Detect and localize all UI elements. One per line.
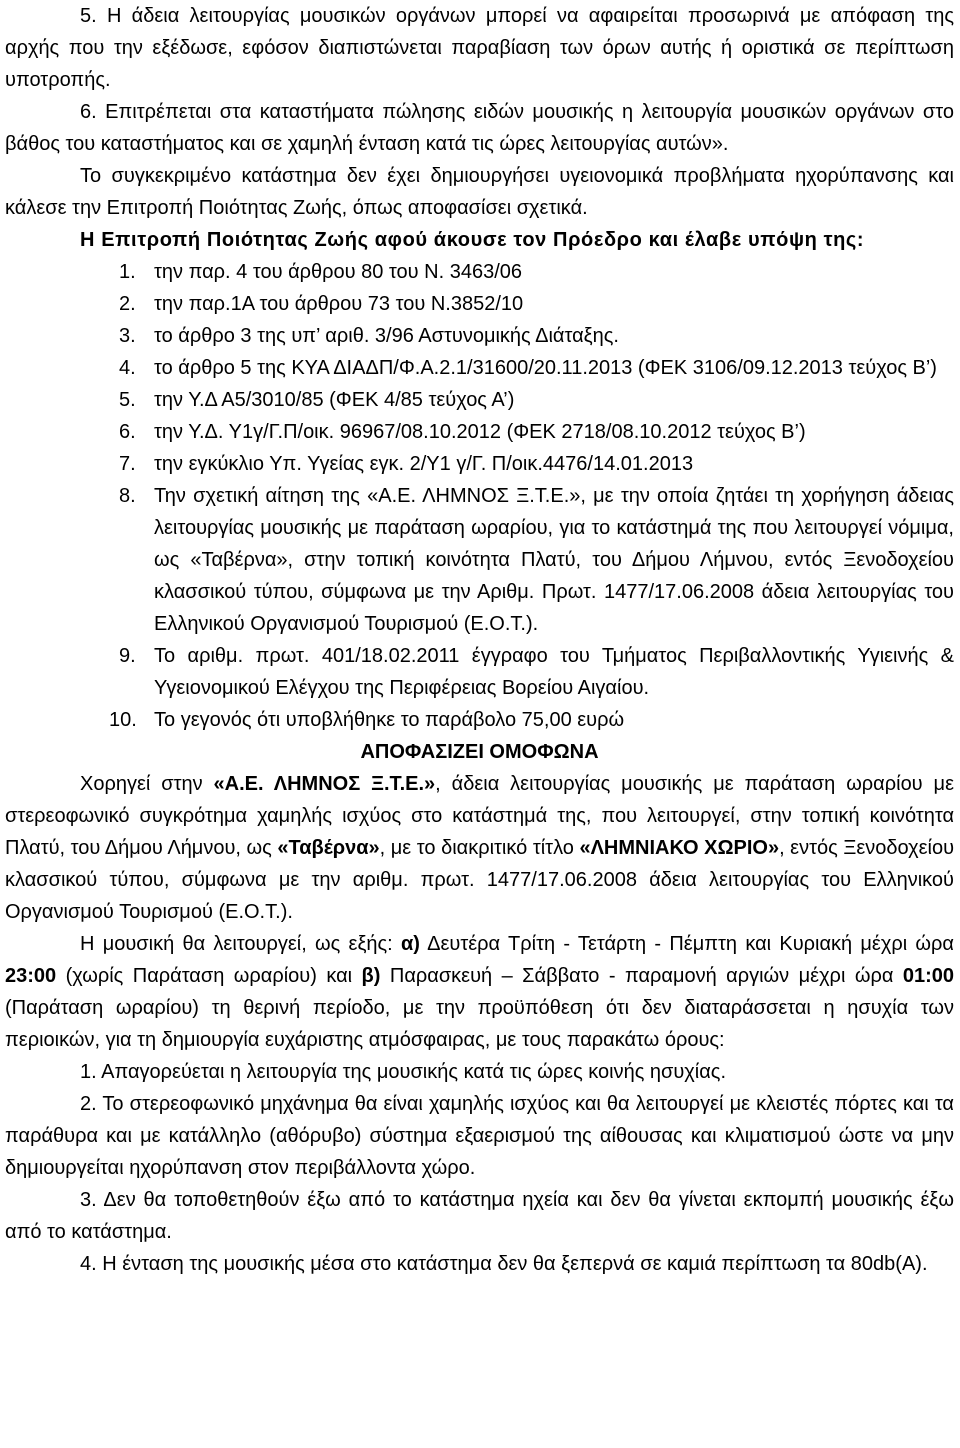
text-run: (Παράταση ωραρίου) τη θερινή περίοδο, με την προϋπόθεση ότι δεν διαταράσσεται η ησυχία των περιοικών, για τη δημιουργία ευχάριστης ατμόσφαιρας, με τους παρακάτω όρους:	[5, 997, 954, 1051]
list-text: την παρ. 4 του άρθρου 80 του Ν. 3463/06	[154, 261, 523, 283]
list-text: την Υ.Δ. Υ1γ/Γ.Π/οικ. 96967/08.10.2012 (ΦΕΚ 2718/08.10.2012 τεύχος Β’)	[154, 421, 806, 443]
decision-paragraph-2	[5, 928, 954, 1056]
list-number: 10.	[109, 709, 137, 731]
list-item	[5, 352, 954, 384]
decision-heading: ΑΠΟΦΑΣΙΖΕΙ ΟΜΟΦΩΝΑ	[360, 741, 599, 763]
list-number: 5.	[119, 389, 136, 411]
text-run: , άδεια λειτουργίας μουσικής με παράταση ωραρίου με στερεοφωνικό συγκρότημα χαμηλής ισχύος στο κατάστημά της, που λειτουργεί, στην τοπική κοινότητα Πλατύ, του Δήμου Λήμνου, ως	[5, 773, 954, 859]
list-text: την Υ.Δ Α5/3010/85 (ΦΕΚ 4/85 τεύχος Α’)	[154, 389, 515, 411]
business-type: «Ταβέρνα»	[277, 837, 380, 859]
list-item	[5, 320, 954, 352]
list-number: 1.	[119, 261, 136, 283]
item-text: Επιτρέπεται στα καταστήματα πώλησης ειδών μουσικής η λειτουργία μουσικών οργάνων στο βάθος του καταστήματος και σε χαμηλή ένταση κατά τις ώρες λειτουργίας αυτών».	[5, 101, 954, 155]
text-run: Η μουσική θα λειτουργεί, ως εξής:	[80, 933, 402, 955]
item-number: 6.	[80, 101, 97, 123]
text-run: Δευτέρα Τρίτη - Τετάρτη - Πέμπτη και Κυριακή μέχρι ώρα	[419, 933, 954, 955]
list-text: το άρθρο 5 της ΚΥΑ ΔΙΑΔΠ/Φ.Α.2.1/31600/20.11.2013 (ΦΕΚ 3106/09.12.2013 τεύχος Β’)	[154, 357, 937, 379]
list-text: το άρθρο 3 της υπ’ αριθ. 3/96 Αστυνομικής Διάταξης.	[154, 325, 619, 347]
condition-item: 1. Απαγορεύεται η λειτουργία της μουσικής κατά τις ώρες κοινής ησυχίας.	[80, 1061, 727, 1083]
business-title: «ΛΗΜΝΙΑΚΟ ΧΩΡΙΟ»	[579, 837, 780, 859]
list-number: 8.	[119, 485, 136, 507]
list-text: Το αριθμ. πρωτ. 401/18.02.2011 έγγραφο του Τμήματος Περιβαλλοντικής Υγιεινής & Υγειονομικού Ελέγχου της Περιφέρειας Βορείου Αιγαίου.	[154, 645, 954, 699]
list-item	[5, 704, 954, 736]
item-number: 5.	[80, 5, 97, 27]
list-number: 7.	[119, 453, 136, 475]
schedule-marker: α)	[401, 933, 420, 955]
time-value: 23:00	[5, 965, 57, 987]
text-run: , με το διακριτικό τίτλο	[379, 837, 580, 859]
company-name: «Α.Ε. ΛΗΜΝΟΣ Ξ.Τ.Ε.»	[213, 773, 436, 795]
paragraph-item-6	[5, 96, 954, 160]
condition-item: 3. Δεν θα τοποθετηθούν έξω από το κατάστημα ηχεία και δεν θα γίνεται εκπομπή μουσικής έξω από το κατάστημα.	[5, 1189, 954, 1243]
list-text: την παρ.1Α του άρθρου 73 του Ν.3852/10	[154, 293, 524, 315]
text-run: Παρασκευή – Σάββατο - παραμονή αργιών μέχρι ώρα	[380, 965, 903, 987]
committee-heading: Η Επιτροπή Ποιότητας Ζωής αφού άκουσε τον Πρόεδρο και έλαβε υπόψη της:	[80, 229, 865, 251]
list-number: 9.	[119, 645, 136, 667]
list-text: Την σχετική αίτηση της «Α.Ε. ΛΗΜΝΟΣ Ξ.Τ.Ε.», με την οποία ζητάει τη χορήγηση άδειας λειτουργίας μουσικής με παράταση ωραρίου, για το κατάστημά της που λειτουργεί νόμιμα, ως «Ταβέρνα», στην τοπική κοινότητα Πλατύ, του Δήμου Λήμνου, εντός Ξενοδοχείου κλασσικού τύπου, σύμφωνα με την Αριθμ. Πρωτ. 1477/17.06.2008 άδεια λειτουργίας του Ελληνικού Οργανισμού Τουρισμού (Ε.Ο.Τ.).	[154, 485, 954, 635]
condition-item: 2. Το στερεοφωνικό μηχάνημα θα είναι χαμηλής ισχύος και θα λειτουργεί με κλειστές πόρτες και τα παράθυρα και με κατάλληλο (αθόρυβο) σύστημα εξαερισμού της αίθουσας και κλιματισμού ώστε να μην δημιουργείται ηχορύπανση στον περιβάλλοντα χώρο.	[5, 1093, 954, 1179]
list-item	[5, 448, 954, 480]
list-number: 3.	[119, 325, 136, 347]
list-item	[5, 416, 954, 448]
decision-paragraph-1	[5, 768, 954, 928]
schedule-marker: β)	[361, 965, 381, 987]
time-value: 01:00	[902, 965, 954, 987]
considerations-list	[5, 256, 954, 736]
item-text: Η άδεια λειτουργίας μουσικών οργάνων μπορεί να αφαιρείται προσωρινά με απόφαση της αρχής που την εξέδωσε, εφόσον διαπιστώνεται παραβίαση των όρων αυτής ή οριστικά σε περίπτωση υποτροπής.	[5, 5, 954, 91]
intro-paragraph: Το συγκεκριμένο κατάστημα δεν έχει δημιουργήσει υγειονομικά προβλήματα ηχορύπανσης και κάλεσε την Επιτροπή Ποιότητας Ζωής, όπως αποφασίσει σχετικά.	[5, 165, 954, 219]
conditions-list	[5, 1056, 954, 1280]
list-item	[5, 384, 954, 416]
list-number: 2.	[119, 293, 136, 315]
list-item	[5, 640, 954, 704]
text-run: , εντός Ξενοδοχείου κλασσικού τύπου, σύμφωνα με την αριθμ. πρωτ. 1477/17.06.2008 άδεια λειτουργίας του Ελληνικού Οργανισμού Τουρισμού (Ε.Ο.Τ.).	[5, 837, 955, 923]
paragraph-item-5	[5, 0, 954, 96]
list-text: την εγκύκλιο Υπ. Υγείας εγκ. 2/Υ1 γ/Γ. Π/οικ.4476/14.01.2013	[154, 453, 694, 475]
list-item	[5, 256, 954, 288]
list-number: 6.	[119, 421, 136, 443]
condition-item: 4. Η ένταση της μουσικής μέσα στο κατάστημα δεν θα ξεπερνά σε καμιά περίπτωση τα 80db(A).	[80, 1253, 928, 1275]
list-number: 4.	[119, 357, 136, 379]
list-text: Το γεγονός ότι υποβλήθηκε το παράβολο 75,00 ευρώ	[154, 709, 625, 731]
list-item	[5, 288, 954, 320]
text-run: (χωρίς Παράταση ωραρίου) και	[56, 965, 362, 987]
text-run: Χορηγεί στην	[80, 773, 214, 795]
list-item	[5, 480, 954, 640]
